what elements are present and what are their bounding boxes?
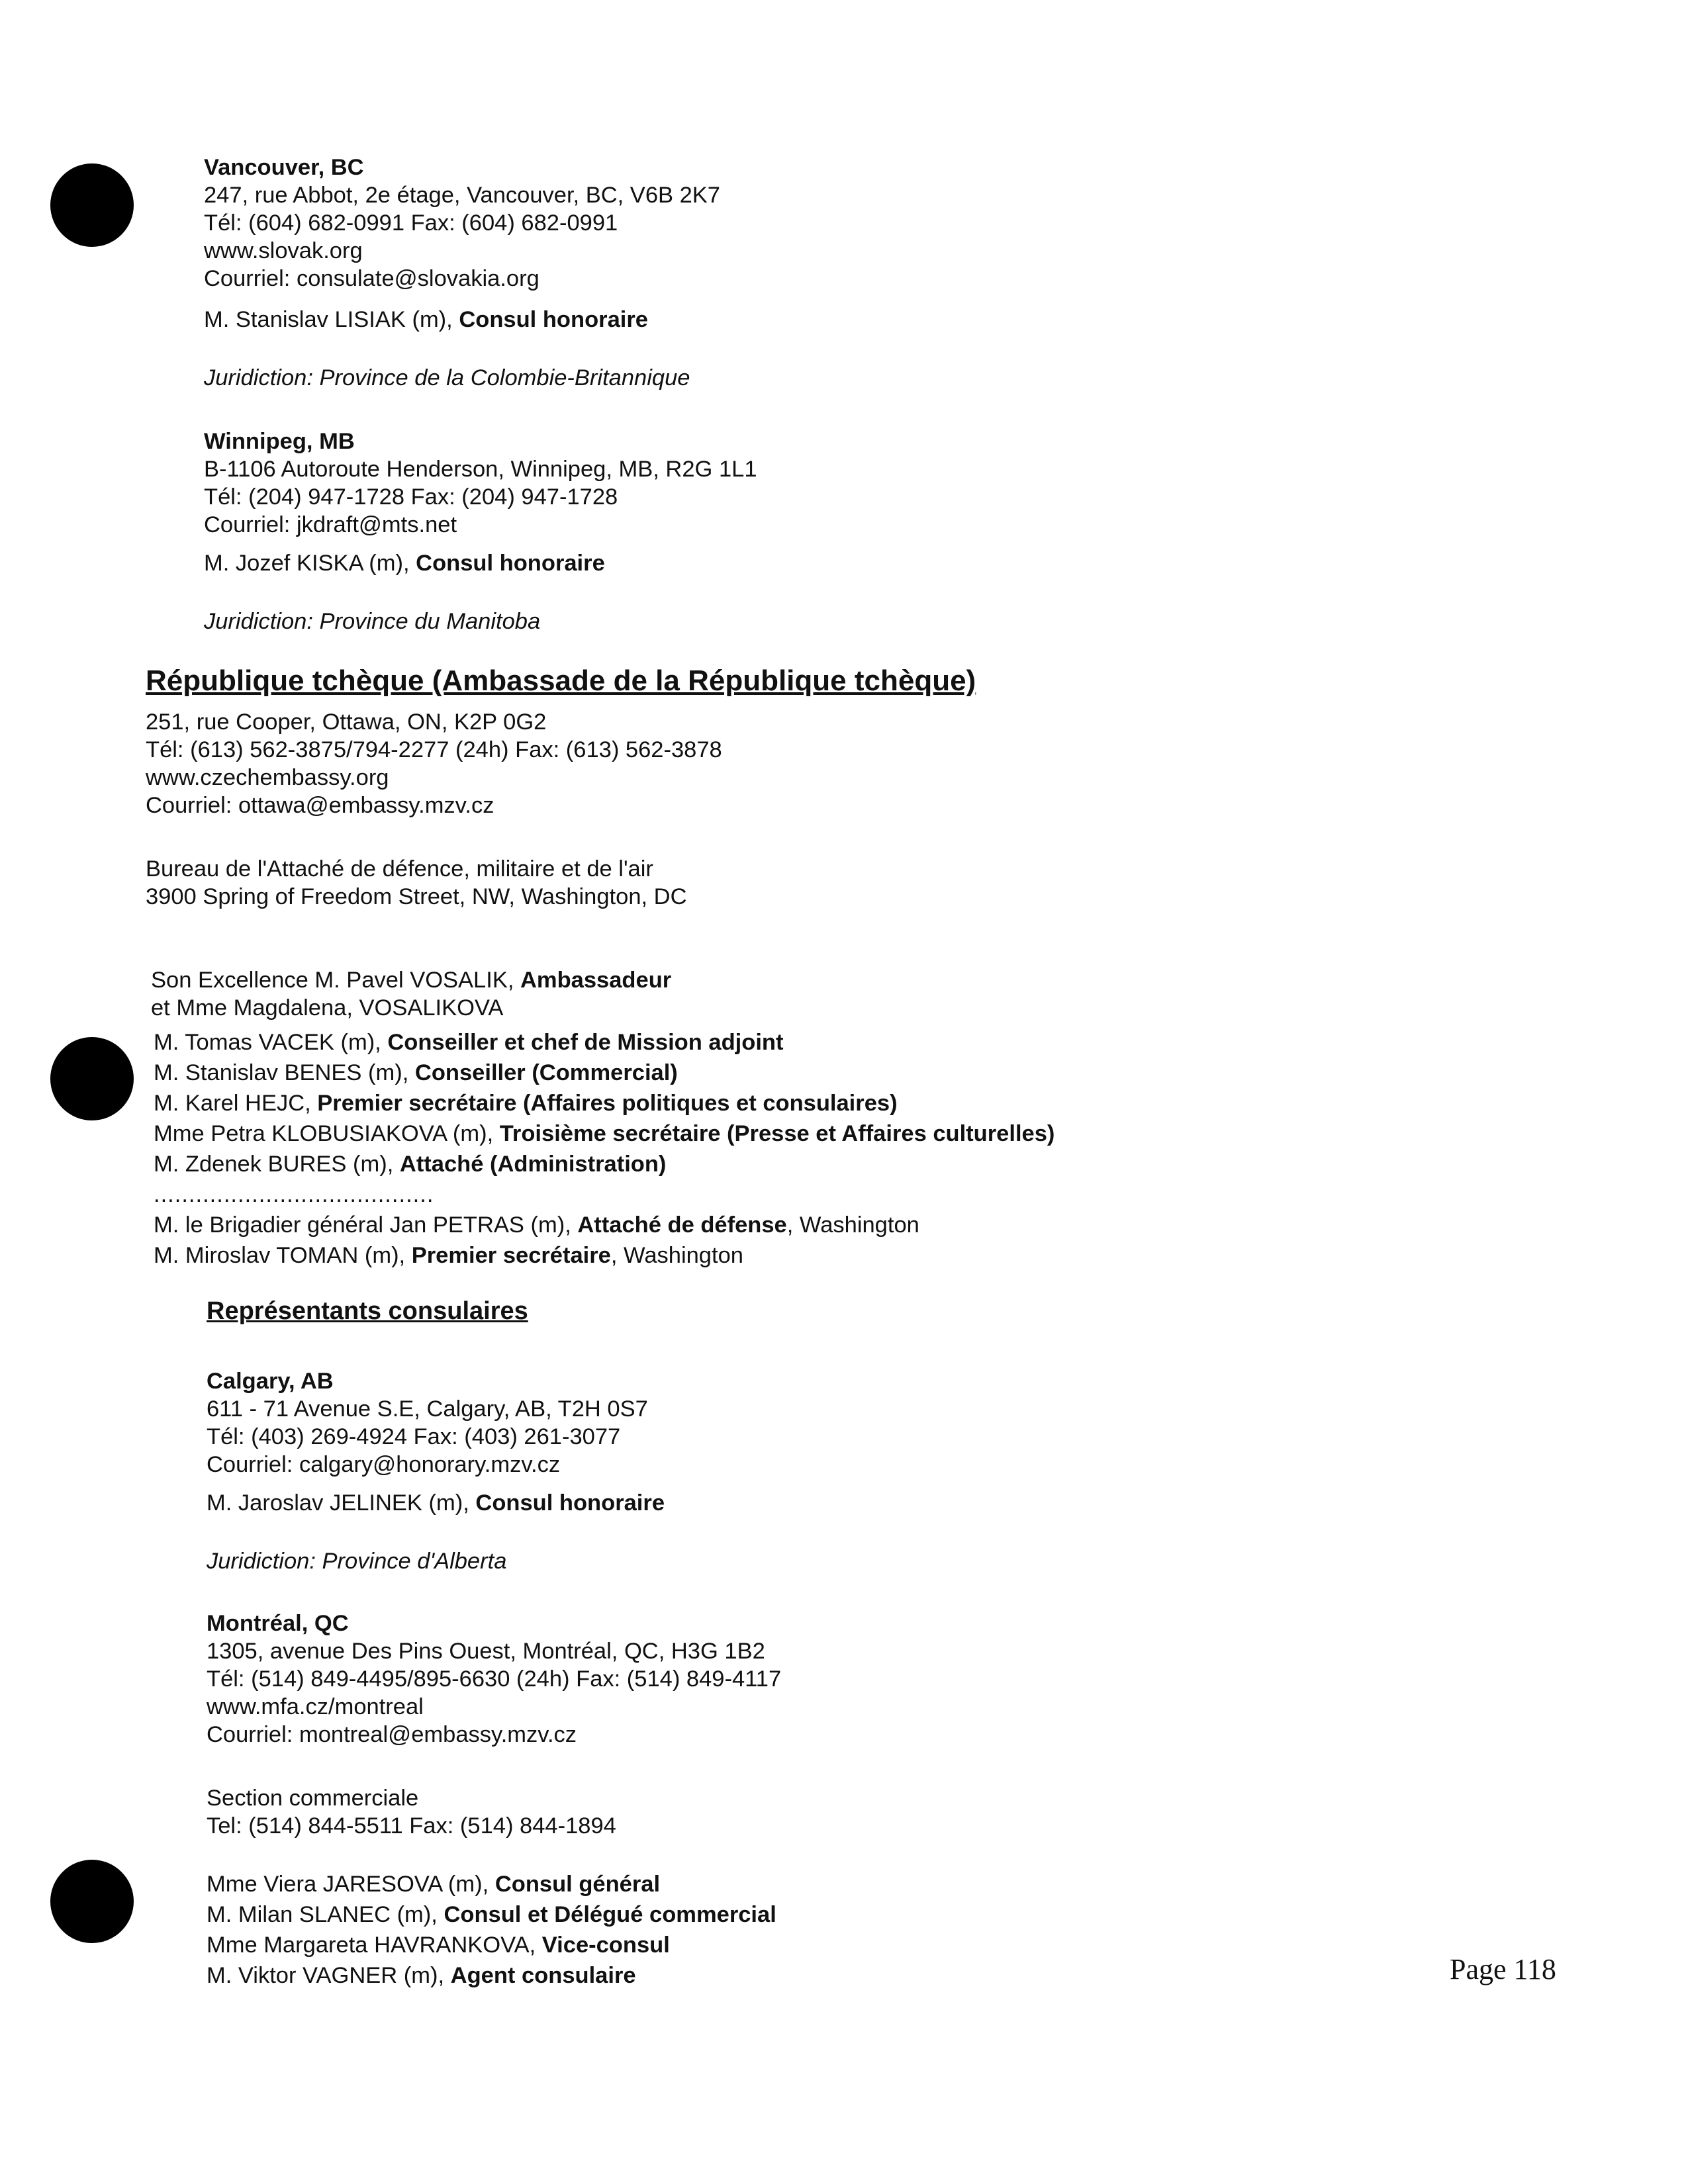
punch-hole-bottom <box>50 1860 134 1943</box>
list-item <box>154 1059 678 1087</box>
list-item <box>207 1962 636 1989</box>
list-item <box>154 1211 919 1239</box>
page-number: Page 118 <box>1450 1953 1556 1985</box>
calgary-consul-name: M. Jaroslav JELINEK (m), <box>207 1490 476 1516</box>
list-item <box>207 1901 776 1929</box>
punch-hole-middle <box>50 1037 134 1120</box>
montreal-phone: Tél: (514) 849-4495/895-6630 (24h) Fax: (514) 849-4117 <box>207 1666 782 1692</box>
montreal-address: 1305, avenue Des Pins Ouest, Montréal, QC, H3G 1B2 <box>207 1639 765 1664</box>
list-item <box>154 1089 898 1117</box>
vancouver-city: Vancouver, BC <box>204 155 364 180</box>
staff-name: M. Milan SLANEC (m), <box>207 1902 444 1927</box>
staff-name: Mme Viera JARESOVA (m), <box>207 1872 495 1897</box>
calgary-consul <box>207 1489 665 1517</box>
czech-phone: Tél: (613) 562-3875/794-2277 (24h) Fax: (613) 562-3878 <box>146 737 722 762</box>
vancouver-email: Courriel: consulate@slovakia.org <box>204 266 539 291</box>
staff-name: Mme Petra KLOBUSIAKOVA (m), <box>154 1121 500 1146</box>
staff-title: Attaché de défense <box>577 1212 787 1238</box>
staff-location: , Washington <box>786 1212 919 1238</box>
staff-title: Troisième secrétaire (Presse et Affaires culturelles) <box>499 1121 1055 1146</box>
staff-name: M. Karel HEJC, <box>154 1091 318 1116</box>
montreal-city: Montréal, QC <box>207 1611 349 1636</box>
staff-name: M. le Brigadier général Jan PETRAS (m), <box>154 1212 578 1238</box>
winnipeg-email: Courriel: jkdraft@mts.net <box>204 512 457 537</box>
vancouver-consul <box>204 306 648 334</box>
list-item <box>151 966 671 994</box>
staff-name: M. Miroslav TOMAN (m), <box>154 1243 412 1268</box>
winnipeg-consul-title: Consul honoraire <box>416 551 605 576</box>
staff-title: Premier secrétaire (Affaires politiques et consulaires) <box>317 1091 898 1116</box>
montreal-email: Courriel: montreal@embassy.mzv.cz <box>207 1722 577 1747</box>
staff-name: Mme Margareta HAVRANKOVA, <box>207 1933 542 1958</box>
staff-title: Consul général <box>494 1872 661 1897</box>
staff-name: M. Zdenek BURES (m), <box>154 1152 400 1177</box>
staff-name: M. Viktor VAGNER (m), <box>207 1963 451 1988</box>
vancouver-consul-title: Consul honoraire <box>459 307 648 332</box>
montreal-web: www.mfa.cz/montreal <box>207 1694 424 1719</box>
staff-title: Premier secrétaire <box>411 1243 611 1268</box>
vancouver-jurisdiction: Juridiction: Province de la Colombie-Britannique <box>204 365 690 390</box>
list-item <box>151 994 503 1022</box>
staff-name: et Mme Magdalena, VOSALIKOVA <box>151 995 504 1021</box>
staff-name: M. Tomas VACEK (m), <box>154 1030 388 1055</box>
list-item <box>154 1028 783 1056</box>
winnipeg-city: Winnipeg, MB <box>204 429 355 454</box>
list-item <box>207 1931 670 1959</box>
montreal-section-phone: Tel: (514) 844-5511 Fax: (514) 844-1894 <box>207 1813 616 1839</box>
consular-heading: Représentants consulaires <box>207 1297 528 1325</box>
vancouver-phone: Tél: (604) 682-0991 Fax: (604) 682-0991 <box>204 210 618 236</box>
staff-location: , Washington <box>610 1243 743 1268</box>
winnipeg-jurisdiction: Juridiction: Province du Manitoba <box>204 609 541 634</box>
punch-hole-top <box>50 163 134 247</box>
czech-web: www.czechembassy.org <box>146 765 389 790</box>
calgary-city: Calgary, AB <box>207 1369 334 1394</box>
vancouver-consul-name: M. Stanislav LISIAK (m), <box>204 307 459 332</box>
staff-title: Conseiller (Commercial) <box>414 1060 678 1085</box>
staff-name: Son Excellence M. Pavel VOSALIK, <box>151 968 521 993</box>
czech-email: Courriel: ottawa@embassy.mzv.cz <box>146 793 494 818</box>
list-item <box>154 1242 743 1269</box>
vancouver-web: www.slovak.org <box>204 238 363 263</box>
calgary-jurisdiction: Juridiction: Province d'Alberta <box>207 1549 507 1574</box>
staff-title: Attaché (Administration) <box>399 1152 667 1177</box>
dotted-separator: ........................................ <box>154 1182 434 1207</box>
czech-bureau: Bureau de l'Attaché de défence, militaire et de l'air <box>146 856 653 882</box>
calgary-phone: Tél: (403) 269-4924 Fax: (403) 261-3077 <box>207 1424 621 1449</box>
list-item <box>154 1120 1055 1148</box>
winnipeg-consul-name: M. Jozef KISKA (m), <box>204 551 416 576</box>
list-item <box>154 1150 666 1178</box>
czech-bureau-address: 3900 Spring of Freedom Street, NW, Washington, DC <box>146 884 687 909</box>
staff-title: Agent consulaire <box>450 1963 636 1988</box>
staff-title: Ambassadeur <box>520 968 672 993</box>
calgary-email: Courriel: calgary@honorary.mzv.cz <box>207 1452 561 1477</box>
calgary-consul-title: Consul honoraire <box>475 1490 665 1516</box>
czech-address: 251, rue Cooper, Ottawa, ON, K2P 0G2 <box>146 709 547 735</box>
staff-title: Conseiller et chef de Mission adjoint <box>387 1030 784 1055</box>
list-item <box>207 1870 660 1898</box>
montreal-section-commerciale: Section commerciale <box>207 1786 419 1811</box>
czech-embassy-heading: République tchèque (Ambassade de la République tchèque) <box>146 664 976 697</box>
staff-title: Vice-consul <box>541 1933 670 1958</box>
winnipeg-address: B-1106 Autoroute Henderson, Winnipeg, MB, R2G 1L1 <box>204 457 757 482</box>
calgary-address: 611 - 71 Avenue S.E, Calgary, AB, T2H 0S7 <box>207 1396 648 1422</box>
staff-name: M. Stanislav BENES (m), <box>154 1060 415 1085</box>
winnipeg-consul <box>204 549 605 577</box>
staff-title: Consul et Délégué commercial <box>444 1902 776 1927</box>
vancouver-address: 247, rue Abbot, 2e étage, Vancouver, BC, V6B 2K7 <box>204 183 720 208</box>
winnipeg-phone: Tél: (204) 947-1728 Fax: (204) 947-1728 <box>204 484 618 510</box>
